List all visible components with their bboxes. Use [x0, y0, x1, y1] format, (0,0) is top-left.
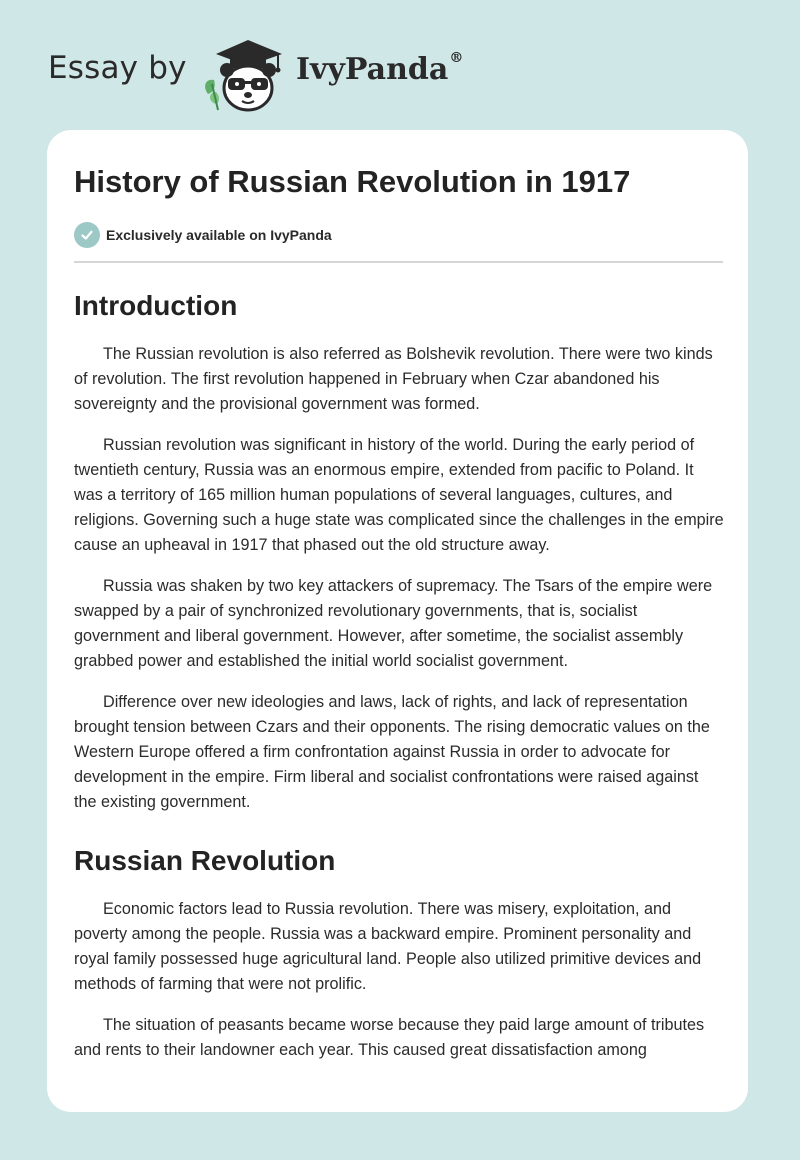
page-title: History of Russian Revolution in 1917 [74, 164, 631, 199]
paragraph: The situation of peasants became worse because they paid large amount of tributes and rents to their landowner each year. This caused great dissatisfaction among [74, 1016, 705, 1059]
exclusive-badge-text: Exclusively available on IvyPanda [106, 227, 332, 243]
essay-body [74, 276, 724, 1079]
brand-name[interactable]: IvyPanda® [296, 50, 464, 87]
site-header [48, 30, 548, 110]
paragraph: Russia was shaken by two key attackers of supremacy. The Tsars of the empire were swapped by a pair of synchronized revolutionary governments, that is, socialist government and liberal government. However, after sometime, the socialist assembly grabbed power and established the initial world socialist government. [74, 577, 713, 670]
paragraph: Economic factors lead to Russia revolution. There was misery, exploitation, and poverty among the people. Russia was a backward empire. Prominent personality and royal family possessed huge agricultural land. People also utilized primitive devices and methods of farming that were not prolific. [74, 900, 702, 993]
registered-mark: ® [449, 50, 464, 66]
section-heading-introduction: Introduction [74, 290, 238, 321]
title-divider [74, 261, 723, 263]
section-heading-russian-revolution: Russian Revolution [74, 845, 336, 876]
paragraph: Difference over new ideologies and laws, lack of rights, and lack of representation brought tension between Czars and their opponents. The rising democratic values on the Western Europe offered a firm confrontation against Russia in order to advocate for development in the empire. Firm liberal and socialist confrontations were raised against the existing government. [74, 693, 710, 811]
essay-card [47, 130, 748, 1112]
paragraph: Russian revolution was significant in history of the world. During the early period of twentieth century, Russia was an enormous empire, extended from pacific to Poland. It was a territory of 165 million human populations of several languages, cultures, and religions. Governing such a huge state was complicated since the challenges in the empire cause an upheaval in 1917 that phased out the old structure away. [74, 436, 724, 554]
check-icon [74, 222, 100, 248]
essay-by-label: Essay by [48, 50, 187, 86]
exclusive-badge [74, 222, 332, 248]
paragraph: The Russian revolution is also referred as Bolshevik revolution. There were two kinds of revolution. The first revolution happened in February when Czar abandoned his sovereignty and the provisional government was formed. [74, 345, 713, 413]
panda-graduate-icon[interactable] [200, 34, 290, 114]
